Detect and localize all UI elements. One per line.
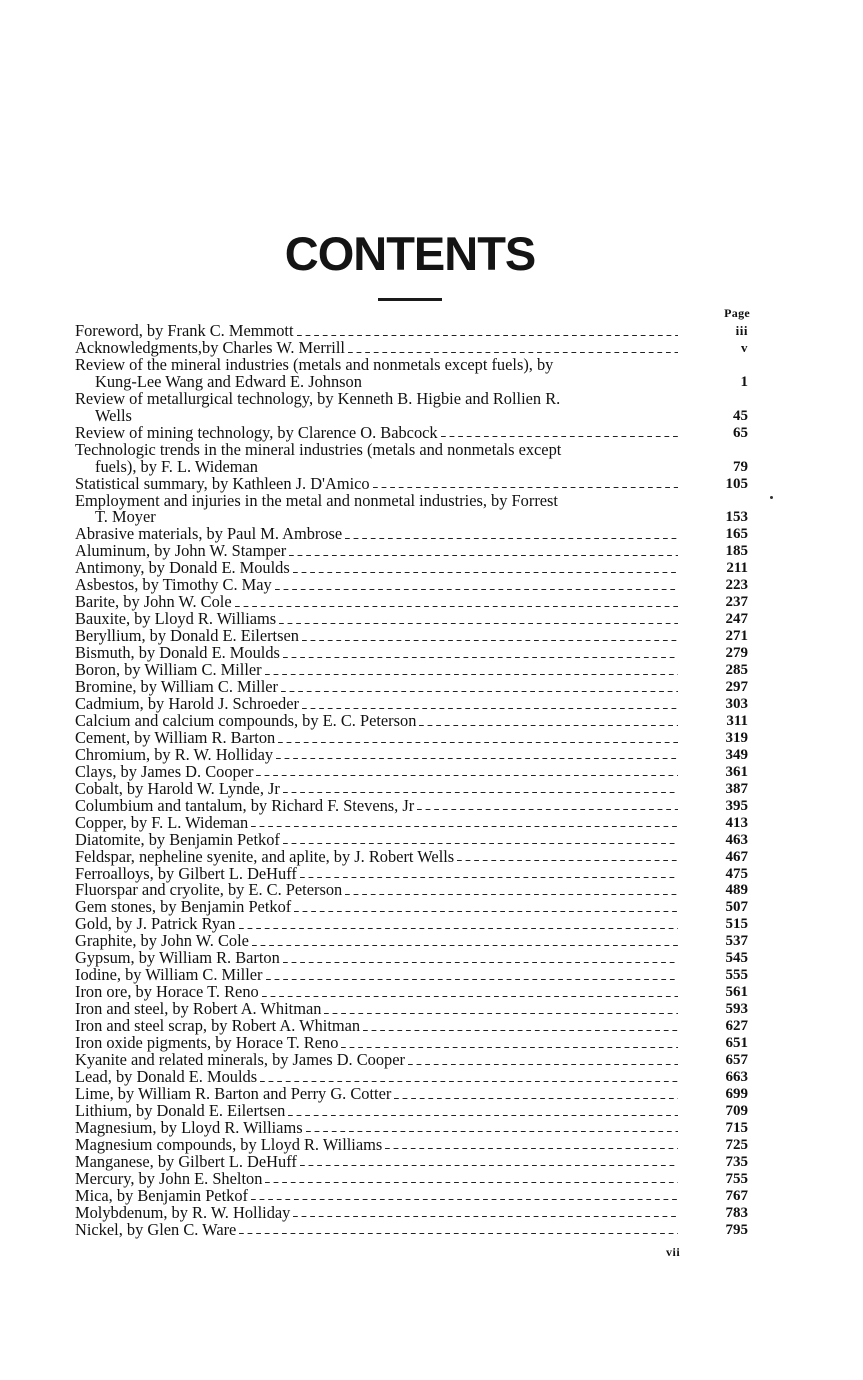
toc-entry-page-number: 319 — [725, 729, 748, 746]
toc-entry-title-line: Employment and injuries in the metal and nonmetal industries, by Forrest — [75, 490, 558, 510]
toc-entry-page-number: 735 — [725, 1153, 748, 1170]
table-of-contents — [75, 323, 748, 1238]
toc-entry-page-number: 387 — [725, 780, 748, 797]
toc-entry-title-line: Gold, by J. Patrick Ryan — [75, 914, 236, 934]
toc-entry-page-number: 651 — [725, 1035, 748, 1052]
dot-leader — [306, 1131, 678, 1132]
toc-entry-page-number: 1 — [740, 373, 748, 390]
dot-leader — [294, 911, 678, 912]
dot-leader — [408, 1064, 678, 1065]
toc-entry-title-line: Asbestos, by Timothy C. May — [75, 575, 272, 595]
dot-leader — [251, 1199, 678, 1200]
toc-entry-title-line: fuels), by F. L. Wideman — [95, 456, 258, 476]
toc-entry-title-line: Iron ore, by Horace T. Reno — [75, 982, 259, 1002]
toc-entry-page-number: 211 — [726, 560, 748, 577]
toc-entry — [75, 354, 748, 391]
toc-entry-page-number: 79 — [733, 458, 748, 475]
toc-entry — [75, 1219, 748, 1239]
toc-entry-page-number: 515 — [725, 916, 748, 933]
toc-entry-page-number: 783 — [725, 1204, 748, 1221]
toc-entry-page-number: 297 — [725, 679, 748, 696]
toc-entry-page-number: 279 — [725, 645, 748, 662]
toc-entry-page-number: 311 — [726, 712, 748, 729]
toc-entry-leader-line — [75, 473, 678, 493]
dot-leader — [293, 1216, 678, 1217]
dot-leader — [300, 1165, 678, 1166]
toc-entry-title-line: T. Moyer — [95, 507, 156, 527]
toc-entry — [75, 473, 748, 493]
toc-entry-page-number: 45 — [733, 407, 748, 424]
dot-leader — [441, 436, 678, 437]
toc-entry-title-line: Mercury, by John E. Shelton — [75, 1168, 263, 1188]
dot-leader — [300, 877, 678, 878]
dot-leader — [348, 352, 678, 353]
dot-leader — [385, 1148, 678, 1149]
toc-entry-title-line: Review of the mineral industries (metals and nonmetals except fuels), by — [75, 354, 554, 374]
dot-leader — [278, 742, 678, 743]
toc-entry-title-line: Review of metallurgical technology, by Kenneth B. Higbie and Rollien R. — [75, 388, 561, 408]
toc-entry-title-line: Bromine, by William C. Miller — [75, 677, 278, 697]
page-column-label: Page — [724, 306, 750, 320]
toc-entry-page-number: 271 — [725, 628, 748, 645]
dot-leader — [283, 792, 678, 793]
toc-entry-page-number: 165 — [725, 526, 748, 543]
toc-entry-title-line: Boron, by William C. Miller — [75, 660, 262, 680]
toc-entry-title-line: Antimony, by Donald E. Moulds — [75, 558, 290, 578]
dot-leader — [266, 979, 678, 980]
toc-entry-title-line: Technologic trends in the mineral industries (metals and nonmetals except — [75, 439, 562, 459]
dot-leader — [419, 725, 678, 726]
toc-entry-title-line: Statistical summary, by Kathleen J. D'Amico — [75, 473, 370, 493]
toc-entry-page-number: 663 — [725, 1068, 748, 1085]
page-folio: vii — [666, 1245, 681, 1259]
toc-entry-title-line: Kyanite and related minerals, by James D. Cooper — [75, 1049, 405, 1069]
toc-entry-title-line: Acknowledgments,by Charles W. Merrill — [75, 337, 345, 357]
dot-leader — [265, 1182, 678, 1183]
toc-entry-page-number: 537 — [725, 933, 748, 950]
toc-entry-title-line: Cement, by William R. Barton — [75, 727, 276, 747]
toc-entry-page-number: 475 — [725, 865, 748, 882]
page-title: CONTENTS — [284, 227, 536, 280]
dot-leader — [289, 555, 678, 556]
toc-entry-page-number: 65 — [733, 424, 748, 441]
toc-entry — [75, 1202, 748, 1222]
toc-entry-page-number: 709 — [725, 1102, 748, 1119]
dot-leader — [394, 1098, 678, 1099]
dot-leader — [324, 1013, 678, 1014]
title-underline-rule — [378, 298, 442, 301]
toc-entry-title-line: Feldspar, nepheline syenite, and aplite, by J. Robert Wells — [75, 846, 455, 866]
toc-entry — [75, 388, 748, 425]
toc-entry-title-line: Calcium and calcium compounds, by E. C. Peterson — [75, 710, 417, 730]
toc-entry-title-line: Beryllium, by Donald E. Eilertsen — [75, 626, 299, 646]
dot-leader — [373, 487, 678, 488]
toc-entry-title-line: Nickel, by Glen C. Ware — [75, 1219, 237, 1239]
toc-entry-title-line: Clays, by James D. Cooper — [75, 761, 254, 781]
dot-leader — [276, 758, 678, 759]
toc-entry-page-number: 349 — [725, 746, 748, 763]
toc-entry-title-line: Manganese, by Gilbert L. DeHuff — [75, 1151, 297, 1171]
dot-leader — [235, 606, 678, 607]
dot-leader — [288, 1115, 678, 1116]
dot-leader — [251, 826, 678, 827]
toc-entry-title-line: Iron oxide pigments, by Horace T. Reno — [75, 1033, 339, 1053]
toc-entry-title-line: Molybdenum, by R. W. Holliday — [75, 1202, 291, 1222]
toc-entry-title-line: Wells — [95, 405, 132, 425]
toc-entry-page-number: iii — [735, 323, 748, 338]
toc-entry-leader-line — [75, 1202, 678, 1222]
toc-entry-page-number: 715 — [725, 1119, 748, 1136]
toc-entry-title-line: Fluorspar and cryolite, by E. C. Peterson — [75, 880, 343, 900]
toc-entry-page-number: 545 — [725, 950, 748, 967]
toc-entry — [75, 829, 748, 849]
toc-entry — [75, 490, 748, 527]
toc-entry-page-number: 303 — [725, 695, 748, 712]
dot-leader — [297, 335, 678, 336]
toc-entry-page-number: v — [741, 339, 748, 355]
toc-entry-page-number: 395 — [725, 797, 748, 814]
toc-entry-title-line: Iron and steel, by Robert A. Whitman — [75, 999, 322, 1019]
toc-entry-title-line: Aluminum, by John W. Stamper — [75, 541, 287, 561]
dot-leader — [302, 640, 678, 641]
dot-leader — [293, 572, 678, 573]
dot-leader — [260, 1081, 678, 1082]
dot-leader — [265, 674, 678, 675]
toc-entry-page-number: 507 — [725, 899, 748, 916]
toc-entry-title-line: Columbium and tantalum, by Richard F. Stevens, Jr — [75, 795, 415, 815]
toc-entry-page-number: 237 — [725, 594, 748, 611]
dot-leader — [275, 589, 678, 590]
toc-entry-title-line: Lime, by William R. Barton and Perry G. Cotter — [75, 1083, 392, 1103]
dot-leader — [457, 860, 678, 861]
toc-entry-page-number: 755 — [725, 1170, 748, 1187]
toc-entry-title-line: Review of mining technology, by Clarence O. Babcock — [75, 422, 438, 442]
toc-entry-title-line: Lithium, by Donald E. Eilertsen — [75, 1100, 286, 1120]
dot-leader — [417, 809, 678, 810]
dot-leader — [283, 657, 678, 658]
toc-entry-page-number: 555 — [725, 967, 748, 984]
toc-entry-title-line: Magnesium, by Lloyd R. Williams — [75, 1117, 303, 1137]
toc-entry-page-number: 795 — [725, 1221, 748, 1238]
scan-speck — [770, 496, 773, 499]
toc-entry-title-line: Magnesium compounds, by Lloyd R. Williams — [75, 1134, 383, 1154]
toc-entry-page-number: 627 — [725, 1018, 748, 1035]
toc-entry-page-number: 247 — [725, 611, 748, 628]
dot-leader — [239, 928, 678, 929]
toc-entry-page-number: 361 — [725, 763, 748, 780]
toc-entry-title-line: Copper, by F. L. Wideman — [75, 812, 249, 832]
toc-entry-page-number: 489 — [725, 882, 748, 899]
toc-entry-page-number: 153 — [725, 509, 748, 526]
toc-entry-page-number: 463 — [725, 831, 748, 848]
toc-entry-page-number: 725 — [725, 1136, 748, 1153]
dot-leader — [279, 623, 678, 624]
toc-entry-title-line: Abrasive materials, by Paul M. Ambrose — [75, 524, 343, 544]
toc-entry-title-line: Bauxite, by Lloyd R. Williams — [75, 609, 277, 629]
toc-entry-title-line: Chromium, by R. W. Holliday — [75, 744, 274, 764]
dot-leader — [341, 1047, 678, 1048]
toc-entry-page-number: 467 — [725, 848, 748, 865]
dot-leader — [302, 708, 678, 709]
toc-entry — [75, 846, 748, 866]
dot-leader — [363, 1030, 678, 1031]
dot-leader — [345, 538, 678, 539]
toc-entry — [75, 439, 748, 476]
toc-entry-page-number: 105 — [725, 475, 748, 492]
toc-entry-title-line: Gem stones, by Benjamin Petkof — [75, 897, 292, 917]
toc-entry-title-line: Iron and steel scrap, by Robert A. Whitman — [75, 1016, 361, 1036]
toc-entry-title-line: Diatomite, by Benjamin Petkof — [75, 829, 280, 849]
dot-leader — [281, 691, 678, 692]
toc-entry-leader-line — [75, 1219, 678, 1239]
toc-entry-page-number: 767 — [725, 1187, 748, 1204]
toc-entry-title-line: Ferroalloys, by Gilbert L. DeHuff — [75, 863, 297, 883]
toc-entry-page-number: 657 — [725, 1051, 748, 1068]
toc-entry-title-line: Kung-Lee Wang and Edward E. Johnson — [95, 371, 362, 391]
toc-entry-title-line: Foreword, by Frank C. Memmott — [75, 321, 294, 340]
toc-entry-leader-line — [75, 829, 678, 849]
dot-leader — [283, 962, 678, 963]
toc-entry-page-number: 285 — [725, 662, 748, 679]
toc-entry-page-number: 699 — [725, 1085, 748, 1102]
toc-entry-page-number: 223 — [725, 577, 748, 594]
toc-entry-page-number: 413 — [725, 814, 748, 831]
dot-leader — [283, 843, 678, 844]
toc-entry-page-number: 185 — [725, 543, 748, 560]
toc-entry-title-line: Lead, by Donald E. Moulds — [75, 1066, 258, 1086]
toc-entry-title-line: Mica, by Benjamin Petkof — [75, 1185, 248, 1205]
toc-entry-title-line: Bismuth, by Donald E. Moulds — [75, 643, 280, 663]
dot-leader — [256, 775, 678, 776]
dot-leader — [239, 1233, 678, 1234]
toc-entry-title-line: Iodine, by William C. Miller — [75, 965, 263, 985]
dot-leader — [262, 996, 678, 997]
dot-leader — [252, 945, 678, 946]
toc-entry-page-number: 593 — [725, 1001, 748, 1018]
toc-entry-title-line: Barite, by John W. Cole — [75, 592, 232, 612]
dot-leader — [345, 894, 678, 895]
toc-entry-title-line: Graphite, by John W. Cole — [75, 931, 249, 951]
toc-entry-title-line: Gypsum, by William R. Barton — [75, 948, 280, 968]
toc-entry-title-line: Cadmium, by Harold J. Schroeder — [75, 693, 299, 713]
toc-entry-page-number: 561 — [725, 984, 748, 1001]
toc-entry-leader-line — [75, 846, 678, 866]
toc-entry-title-line: Cobalt, by Harold W. Lynde, Jr — [75, 778, 280, 798]
